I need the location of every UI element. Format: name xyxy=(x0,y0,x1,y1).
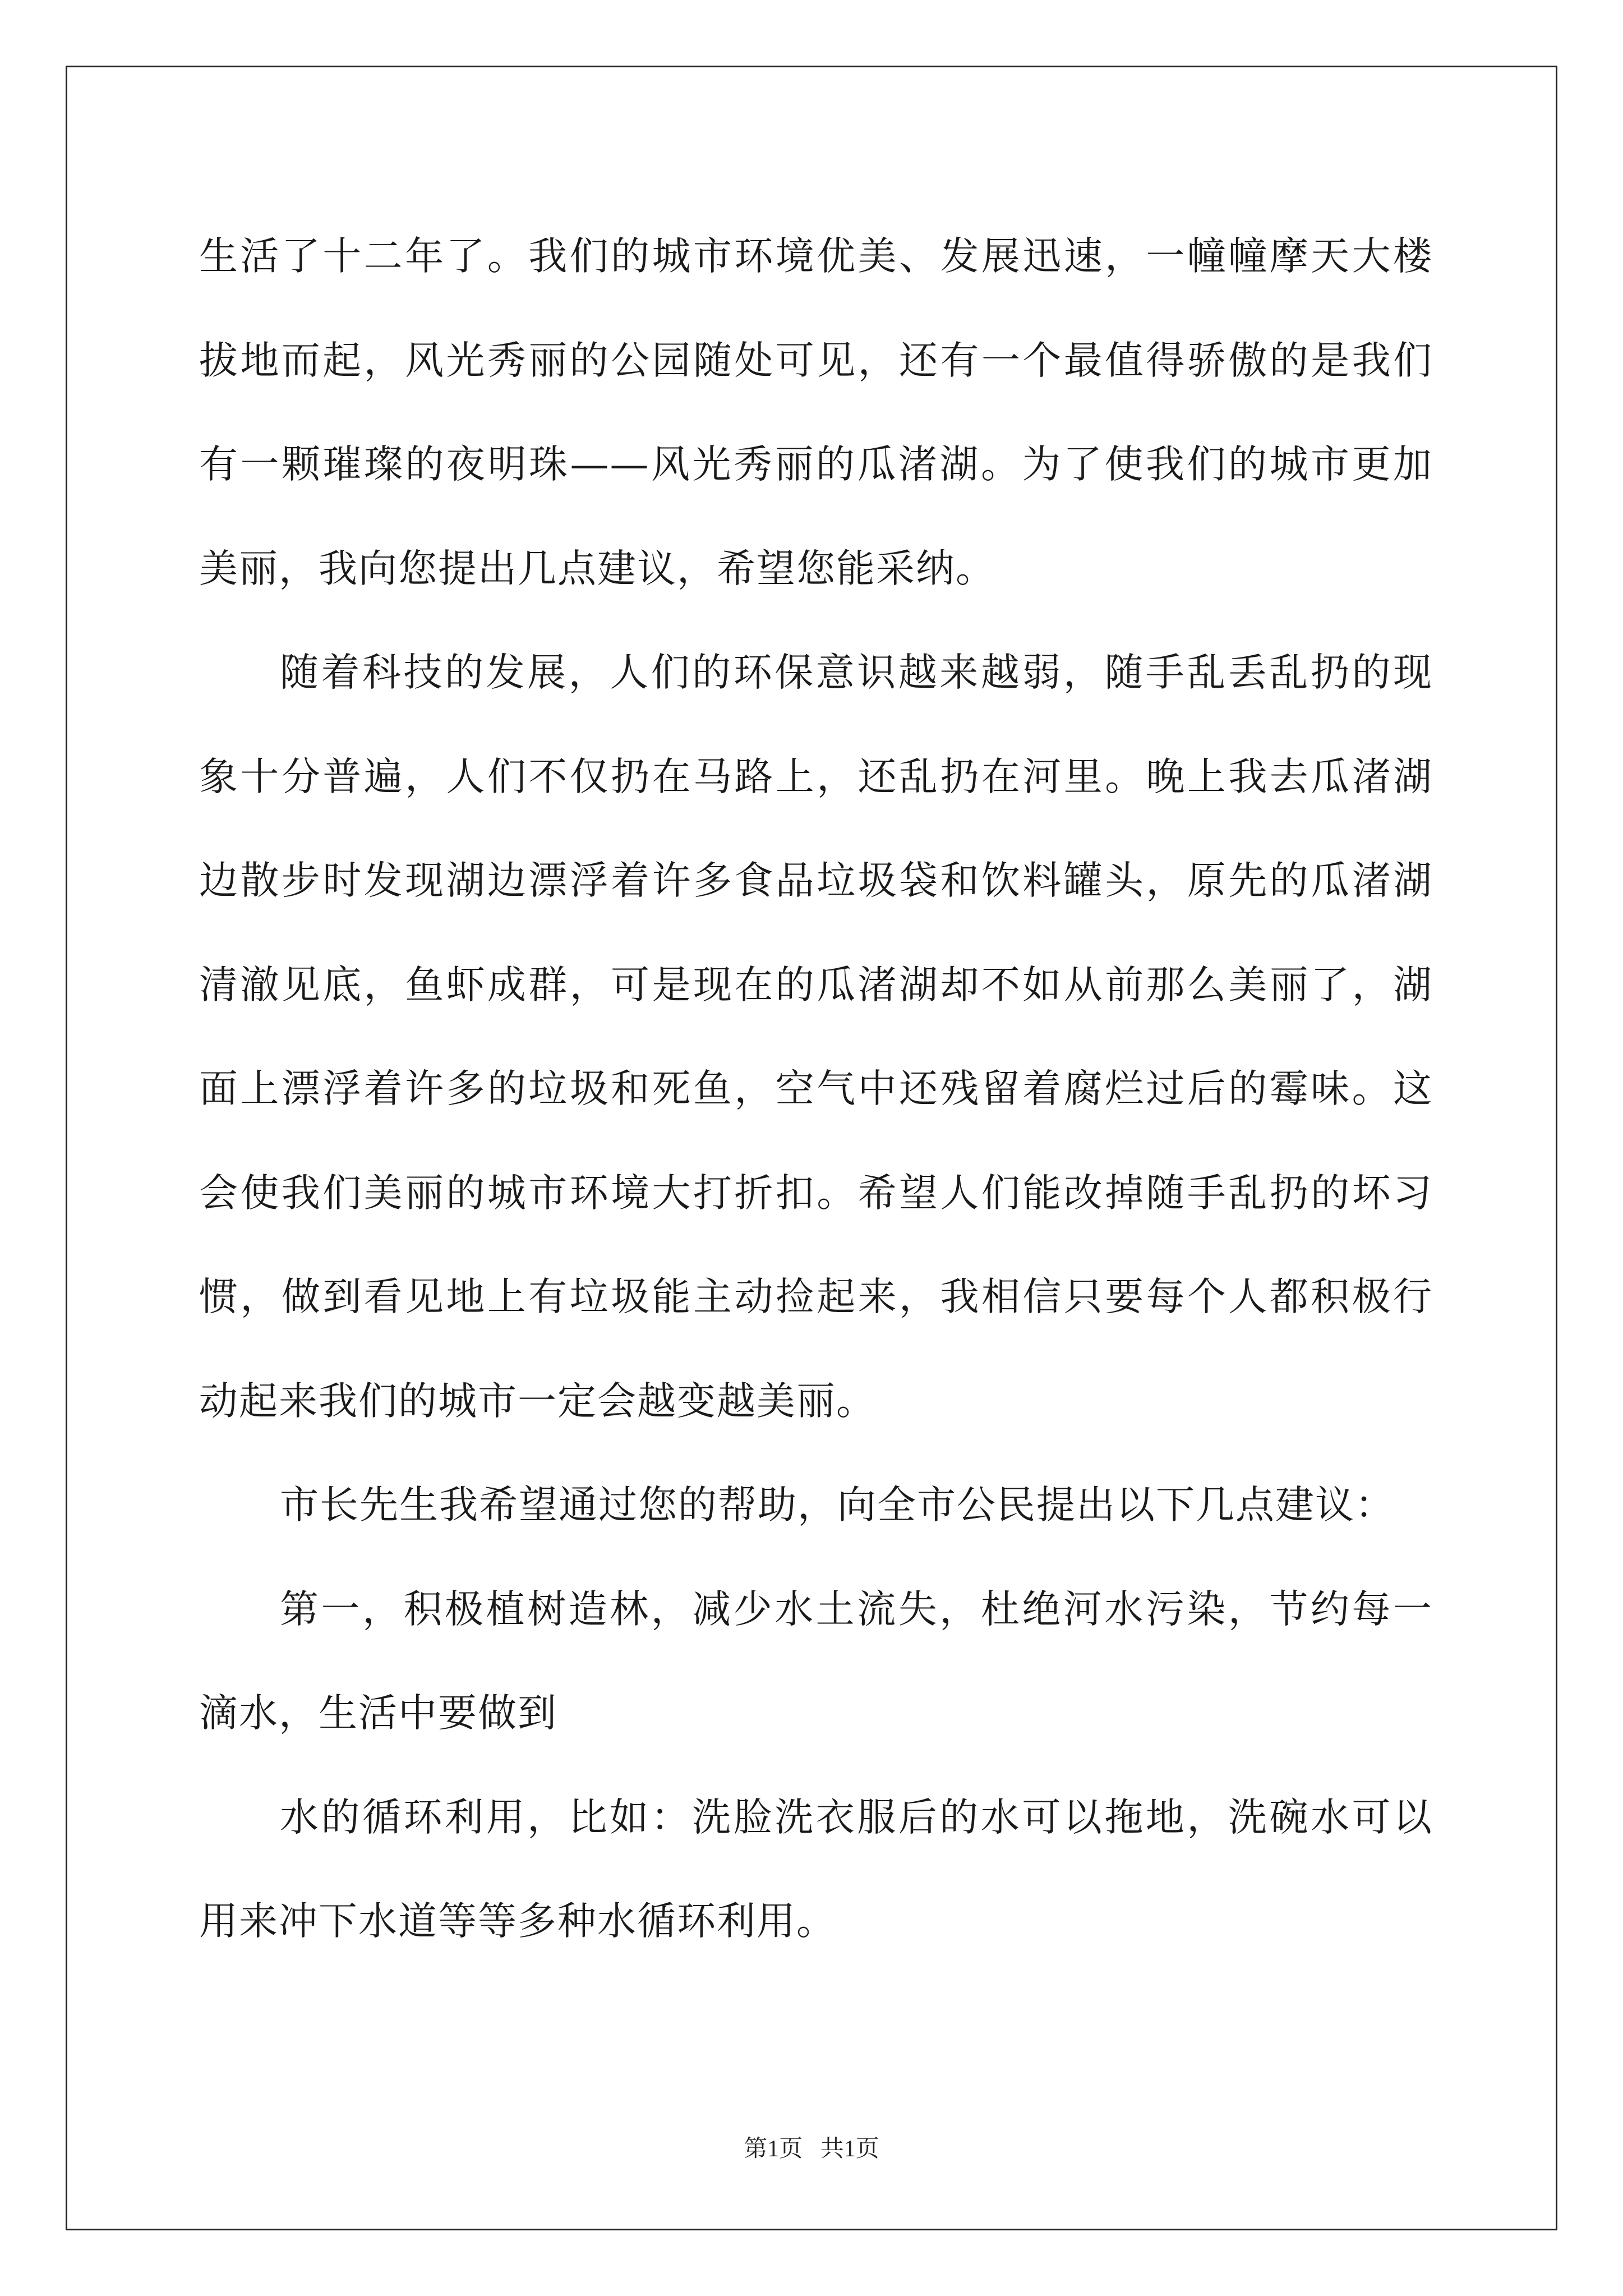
page-footer: 第1页 共1页 xyxy=(744,2136,879,2162)
document-body xyxy=(199,205,1433,1974)
paragraph-1: 生活了十二年了。我们的城市环境优美、发展迅速，一幢幢摩天大楼拔地而起，风光秀丽的公园随处可见，还有一个最值得骄傲的是我们有一颗璀璨的夜明珠——风光秀丽的瓜渚湖。为了使我们的城市更加美丽，我向您提出几点建议，希望您能采纳。 xyxy=(199,234,1433,591)
paragraph-3: 市长先生我希望通过您的帮助，向全市公民提出以下几点建议： xyxy=(280,1483,1395,1527)
paragraph-4: 第一，积极植树造林，减少水土流失，杜绝河水污染，节约每一滴水，生活中要做到 xyxy=(199,1586,1433,1736)
paragraph-2: 随着科技的发展，人们的环保意识越来越弱，随手乱丢乱扔的现象十分普遍，人们不仅扔在马路上，还乱扔在河里。晚上我去瓜渚湖边散步时发现湖边漂浮着许多食品垃圾袋和饮料罐头，原先的瓜渚湖清澈见底，鱼虾成群，可是现在的瓜渚湖却不如从前那么美丽了，湖面上漂浮着许多的垃圾和死鱼，空气中还残留着腐烂过后的霉味。这会使我们美丽的城市环境大打折扣。希望人们能改掉随手乱扔的坏习惯，做到看见地上有垃圾能主动捡起来，我相信只要每个人都积极行动起来我们的城市一定会越变越美丽。 xyxy=(199,650,1433,1424)
paragraph-5: 水的循环利用，比如：洗脸洗衣服后的水可以拖地，洗碗水可以用来冲下水道等等多种水循环利用。 xyxy=(199,1795,1433,1944)
